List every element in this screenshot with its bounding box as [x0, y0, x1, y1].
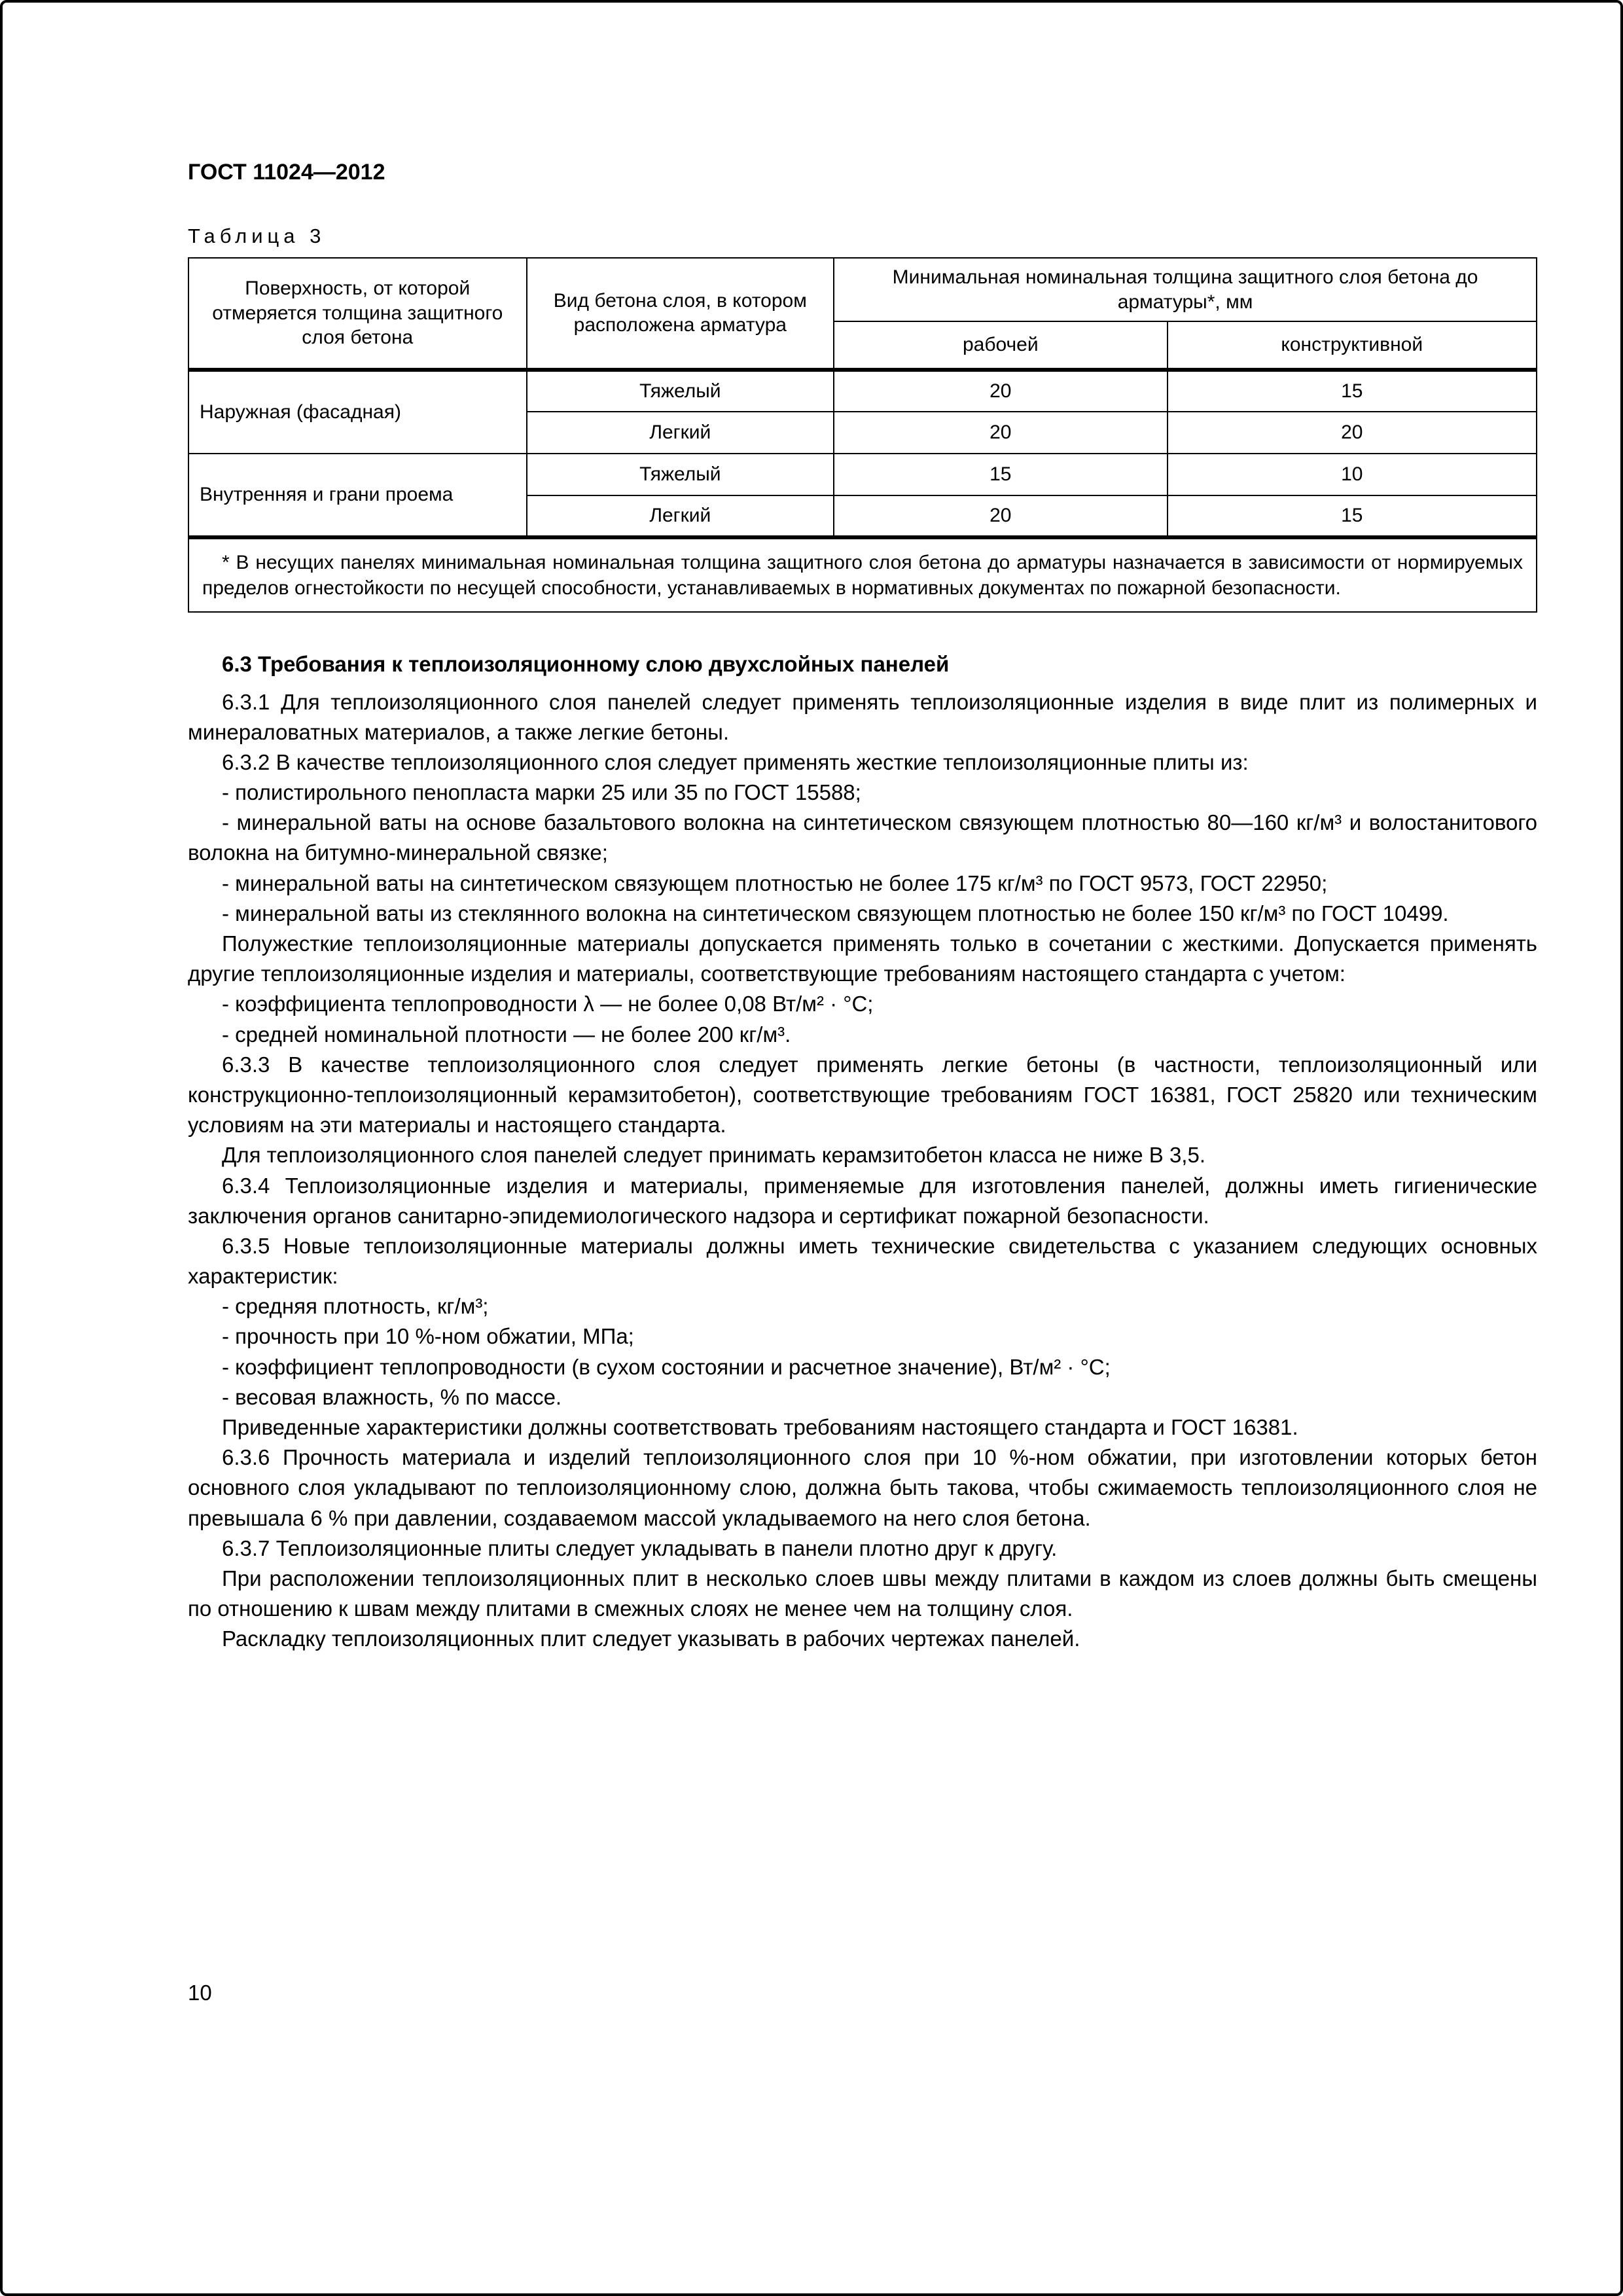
col-header-surface: Поверхность, от которой отмеряется толщина защитного слоя бетона	[188, 258, 527, 370]
paragraph: Полужесткие теплоизоляционные материалы допускается применять только в сочетании с жесткими. Допускается применять другие теплоизоляционные изделия и материалы, соответствующие требованиям настоящего стандарта с учетом:	[188, 931, 1537, 986]
cell-concrete: Тяжелый	[527, 370, 834, 412]
col-header-constructive: конструктивной	[1168, 321, 1537, 370]
paragraph: 6.3.2 В качестве теплоизоляционного слоя следует применять жесткие теплоизоляционные плиты из:	[222, 749, 1249, 774]
col-header-thickness-group: Минимальная номинальная толщина защитного слоя бетона до арматуры*, мм	[834, 258, 1537, 321]
list-item-paragraph: - средней номинальной плотности — не более 200 кг/м³.	[222, 1022, 791, 1047]
cell-constructive: 15	[1168, 495, 1537, 537]
cell-concrete: Тяжелый	[527, 454, 834, 495]
paragraph: 6.3.1 Для теплоизоляционного слоя панелей следует применять теплоизоляционные изделия в виде плит из полимерных и минераловатных материалов, а также легкие бетоны.	[188, 689, 1537, 744]
cell-concrete: Легкий	[527, 495, 834, 537]
paragraph: 6.3.6 Прочность материала и изделий теплоизоляционного слоя при 10 %-ном обжатии, при изготовлении которых бетон основного слоя укладывают по теплоизоляционному слою, должна быть такова, чтобы сжимаемость теплоизоляционного слоя не превышала 6 % при давлении, создаваемом массой укладываемого на него слоя бетона.	[188, 1445, 1537, 1530]
cell-constructive: 10	[1168, 454, 1537, 495]
cell-surface: Внутренняя и грани проема	[188, 454, 527, 537]
paragraph: 6.3.4 Теплоизоляционные изделия и материалы, применяемые для изготовления панелей, должны иметь гигиенические заключения органов санитарно-эпидемиологического надзора и сертификат пожарной безопасности.	[188, 1173, 1537, 1228]
list-item-paragraph: - прочность при 10 %-ном обжатии, МПа;	[222, 1324, 634, 1349]
table-row	[188, 370, 1537, 412]
cell-working: 20	[834, 495, 1167, 537]
list-item-paragraph: - весовая влажность, % по массе.	[222, 1384, 562, 1409]
cell-constructive: 15	[1168, 370, 1537, 412]
section-heading-6-3: 6.3 Требования к теплоизоляционному слою двухслойных панелей	[222, 651, 950, 676]
paragraph: Приведенные характеристики должны соответствовать требованиям настоящего стандарта и ГОСТ 16381.	[222, 1415, 1298, 1439]
cell-working: 15	[834, 454, 1167, 495]
list-item-paragraph: - минеральной ваты на основе базальтового волокна на синтетическом связующем плотностью 80—160 кг/м³ и волостанитового волокна на битумно-минеральной связке;	[188, 810, 1537, 865]
list-item-paragraph: - минеральной ваты на синтетическом связующем плотностью не более 175 кг/м³ по ГОСТ 9573, ГОСТ 22950;	[222, 870, 1328, 895]
document-code: ГОСТ 11024—2012	[188, 160, 385, 185]
cell-working: 20	[834, 412, 1167, 454]
table-caption: Таблица 3	[188, 224, 326, 247]
list-item-paragraph: - средняя плотность, кг/м³;	[222, 1294, 489, 1319]
paragraph: При расположении теплоизоляционных плит в несколько слоев швы между плитами в каждом из слоев должны быть смещены по отношению к швам между плитами в смежных слоях не менее чем на толщину слоя.	[188, 1566, 1537, 1621]
paragraph: Раскладку теплоизоляционных плит следует указывать в рабочих чертежах панелей.	[222, 1626, 1080, 1651]
col-header-concrete-type: Вид бетона слоя, в котором расположена арматура	[527, 258, 834, 370]
cell-constructive: 20	[1168, 412, 1537, 454]
paragraph: 6.3.7 Теплоизоляционные плиты следует укладывать в панели плотно друг к другу.	[222, 1535, 1058, 1560]
cell-surface: Наружная (фасадная)	[188, 370, 527, 454]
col-header-working: рабочей	[834, 321, 1167, 370]
table-row	[188, 454, 1537, 495]
paragraph: 6.3.5 Новые теплоизоляционные материалы должны иметь технические свидетельства с указанием следующих основных характеристик:	[188, 1233, 1537, 1289]
table-header-row	[188, 258, 1537, 321]
cell-working: 20	[834, 370, 1167, 412]
protective-layer-thickness-table	[188, 257, 1537, 613]
paragraph: 6.3.3 В качестве теплоизоляционного слоя следует применять легкие бетоны (в частности, теплоизоляционный или конструкционно-теплоизоляционный керамзитобетон), соответствующие требованиям ГОСТ 16381, ГОСТ 25820 или техническим условиям на эти материалы и настоящего стандарта.	[188, 1052, 1537, 1138]
page-content	[188, 160, 1537, 1655]
table-footnote-row	[188, 537, 1537, 612]
list-item-paragraph: - коэффициента теплопроводности λ — не более 0,08 Вт/м² · °С;	[222, 992, 874, 1016]
table-footnote: * В несущих панелях минимальная номинальная толщина защитного слоя бетона до арматуры назначается в зависимости от нормируемых пределов огнестойкости по несущей способности, устанавливаемых в нормативных документах по пожарной безопасности.	[188, 537, 1537, 612]
paragraph: Для теплоизоляционного слоя панелей следует принимать керамзитобетон класса не ниже В 3,5.	[222, 1143, 1205, 1168]
list-item-paragraph: - коэффициент теплопроводности (в сухом состоянии и расчетное значение), Вт/м² · °С;	[222, 1354, 1111, 1379]
list-item-paragraph: - минеральной ваты из стеклянного волокна на синтетическом связующем плотностью не более 150 кг/м³ по ГОСТ 10499.	[222, 901, 1449, 925]
cell-concrete: Легкий	[527, 412, 834, 454]
list-item-paragraph: - полистирольного пенопласта марки 25 или 35 по ГОСТ 15588;	[222, 780, 861, 805]
page-number: 10	[188, 1981, 212, 2005]
